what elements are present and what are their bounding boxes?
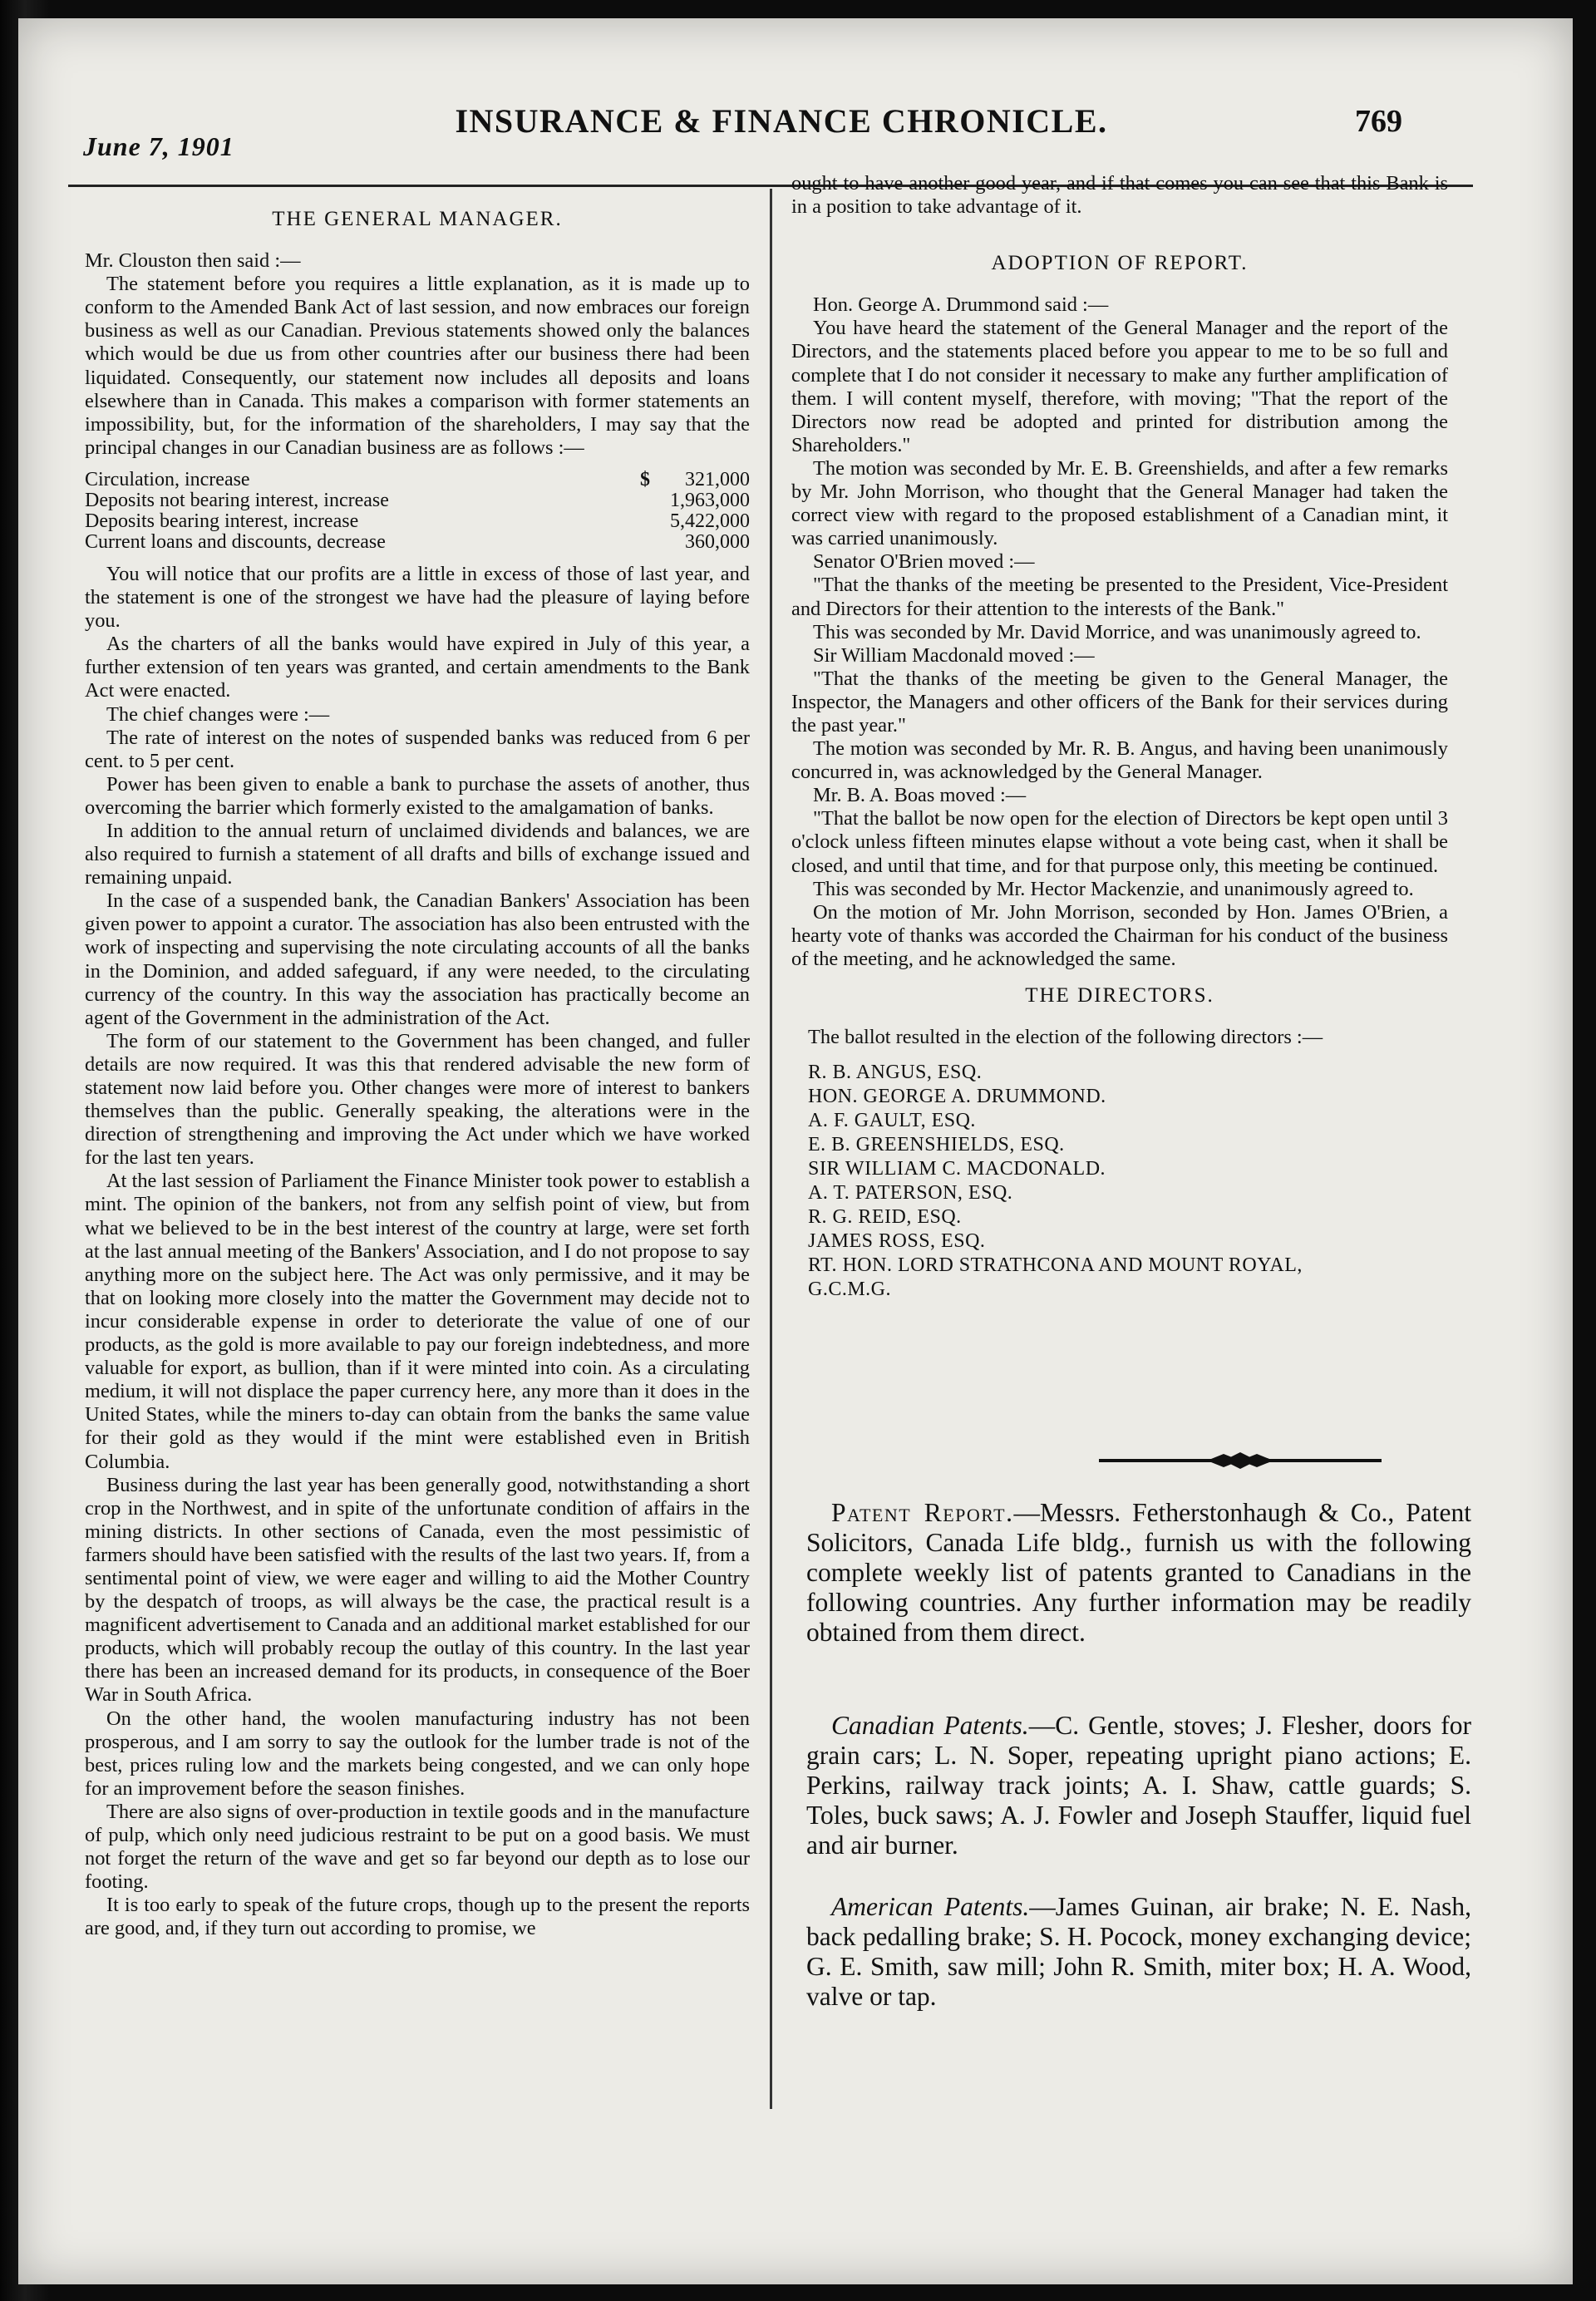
section-title-general-manager: THE GENERAL MANAGER. [272,208,563,230]
canadian-patents [806,1711,1471,1860]
left-column [85,201,750,1940]
list-item: G.C.M.G. [808,1279,892,1301]
paragraph: "That the thanks of the meeting be presented to the President, Vice-President and Directors for their attention to the interests of the Bank." [791,574,1448,620]
page-number: 769 [1355,104,1402,139]
stat-amount: 360,000 [685,530,750,553]
statistics-table [85,470,750,553]
stat-amount: 5,422,000 [670,510,750,532]
paragraph: Mr. B. A. Boas moved :— [813,784,1027,807]
paragraph: Hon. George A. Drummond said :— [813,293,1109,317]
paragraph: You will notice that our profits are a little in excess of those of last year, and the statement is one of the strongest we have had the pleasure of laying before you. [85,562,750,633]
stat-amount: 321,000 [685,468,750,490]
stat-amount: 1,963,000 [670,489,750,511]
paragraph: In addition to the annual return of unclaimed dividends and balances, we are also required to furnish a statement of all drafts and bills of exchange issued and remaining unpaid. [85,819,750,889]
paragraph: This was seconded by Mr. David Morrice, and was unanimously agreed to. [813,620,1421,643]
ornament-divider [1099,1448,1382,1473]
paragraph: Business during the last year has been generally good, notwithstanding a short crop in the Northwest, and in spite of the unfortunate condition of affairs in the mining districts. In other sections of Canada, even the most pessimistic of farmers should have been satisfied with the results of the last two years. If, from a sentimental point of view, we were eager and willing to aid the Mother Country by the despatch of troops, as will always be the case, the practical result is a magnificent advertisement to Canada and an additional market established for our products, which will probably recoup the outlay of this country. In the last year there has been an increased demand for its products, in consequence of the Boer War in South Africa. [85,1473,750,1707]
section-title-adoption-of-report: ADOPTION OF REPORT. [991,252,1249,275]
paragraph: The chief changes were :— [106,702,330,726]
paragraph: Power has been given to enable a bank to purchase the assets of another, thus overcoming the barrier which formerly existed to the amalgamation of banks. [85,772,750,819]
directors-intro: The ballot resulted in the election of the following directors :— [808,1026,1323,1049]
stat-currency [625,511,650,532]
paragraph: Senator O'Brien moved :— [813,550,1035,574]
list-item: HON. GEORGE A. DRUMMOND. [808,1086,1106,1108]
paragraph: The statement before you requires a little explanation, as it is made up to conform to the Amended Bank Act of last session, and now embraces our foreign business as well as our Canadian. Previous statements showed only the balances which would be due us from other countries after our business there had been liquidated. Consequently, our statement now includes all deposits and loans elsewhere than in Canada. This makes a comparison with former statements an impossibility, but, for the information of the shareholders, I may say that the principal changes in our Canadian business are as follows :— [85,273,750,459]
canadian-patents-text: —C. Gentle, stoves; J. Flesher, doors for grain cars; L. N. Soper, repeating upright piano actions; E. Perkins, railway track joints; A. I. Shaw, cattle guards; S. Toles, buck saws; A. J. Fowler and Joseph Stauffer, liquid fuel and air burner. [806,1711,1471,1860]
paragraph: There are also signs of over-production in textile goods and in the manufacture of pulp, which only need judicious restraint to be put on a good basis. We must not forget the return of the wave and get so far beyond our depth as to lose our footing. [85,1800,750,1894]
paragraph: "That the ballot be now open for the election of Directors be kept open until 3 o'clock unless fifteen minutes elapse without a vote being cast, when it shall be closed, and until that time, and for that purpose only, this meeting be continued. [791,807,1448,877]
list-item: E. B. GREENSHIELDS, ESQ. [808,1134,1065,1156]
running-head [58,78,1471,161]
stat-label: Deposits not bearing interest, increase [85,489,389,511]
list-item: R. G. REID, ESQ. [808,1206,962,1229]
list-item: A. T. PATERSON, ESQ. [808,1182,1013,1205]
patent-report-text: —Messrs. Fetherstonhaugh & Co., Patent Solicitors, Canada Life bldg., furnish us with the following complete weekly list of patents granted to Canadians in the following countries. Any further information may be readily obtained from them direct. [806,1498,1471,1647]
paragraph: "That the thanks of the meeting be given to the General Manager, the Inspector, the Managers and other officers of the Bank for their services during the past year." [791,667,1448,737]
paragraph: The motion was seconded by Mr. E. B. Greenshields, and after a few remarks by Mr. John Morrison, who thought that the General Manager had taken the correct view with regard to the proposed establishment of a Canadian mint, it was carried unanimously. [791,456,1448,550]
paragraph: You have heard the statement of the General Manager and the report of the Directors, and the statements placed before you appear to me to be so full and complete that I do not consider it necessary to make any further amplification of them. I will content myself, therefore, with moving; "That the report of the Directors now read be adopted and printed for distribution among the Shareholders." [791,317,1448,456]
list-item: R. B. ANGUS, ESQ. [808,1062,983,1084]
american-patents-text: —James Guinan, air brake; N. E. Nash, back pedalling brake; S. H. Pocock, money exchanging device; G. E. Smith, saw mill; John R. Smith, miter box; H. A. Wood, valve or tap. [806,1892,1471,2011]
list-item: A. F. GAULT, ESQ. [808,1110,976,1132]
paragraph: ought to have another good year, and if that comes you can see that this Bank is in a position to take advantage of it. [791,172,1448,219]
patent-report-lead: Patent Report. [831,1498,1014,1527]
stat-currency: $ [640,468,650,490]
paragraph: On the other hand, the woolen manufacturing industry has not been prosperous, and I am sorry to say the outlook for the lumber trade is not of the best, prices ruling low and the markets being congested, and we can only hope for an improvement before the season finishes. [85,1707,750,1800]
paragraph: On the motion of Mr. John Morrison, seconded by Hon. James O'Brien, a hearty vote of thanks was accorded the Chairman for his conduct of the business of the meeting, and he acknowledged the same. [791,900,1448,970]
column-rule [770,189,772,2109]
stat-label: Current loans and discounts, decrease [85,530,386,553]
publication-title: INSURANCE & FINANCE CHRONICLE. [455,102,1108,140]
paragraph: The form of our statement to the Government has been changed, and fuller details are now required. It was this that rendered advisable the new form of statement now laid before you. Other changes were more of interest to bankers themselves than the public. Generally speaking, the alterations were in the direction of strengthening and improving the Act under which we have worked for the last ten years. [85,1029,750,1170]
stat-currency [625,532,650,553]
stat-currency [625,490,650,511]
patent-report [806,1498,1471,1648]
list-item: RT. HON. LORD STRATHCONA AND MOUNT ROYAL, [808,1254,1303,1277]
american-patents-lead: American Patents. [831,1892,1030,1921]
table-row [85,490,750,511]
paragraph: As the charters of all the banks would have expired in July of this year, a further extension of ten years was granted, and certain amendments to the Bank Act were enacted. [85,633,750,702]
newspaper-page [18,18,1573,2284]
table-row [85,511,750,532]
list-item: SIR WILLIAM C. MACDONALD. [808,1158,1106,1180]
paragraph: The motion was seconded by Mr. R. B. Angus, and having been unanimously concurred in, was acknowledged by the General Manager. [791,737,1448,784]
directors-list [808,1061,1448,1302]
canadian-patents-lead: Canadian Patents. [831,1711,1029,1740]
paragraph: Sir William Macdonald moved :— [813,643,1095,667]
paragraph: The rate of interest on the notes of suspended banks was reduced from 6 per cent. to 5 per cent. [85,726,750,772]
stat-label: Circulation, increase [85,468,250,490]
section-title-directors: THE DIRECTORS. [1025,984,1214,1007]
american-patents [806,1892,1471,2012]
right-column [791,172,1448,1302]
paragraph: At the last session of Parliament the Finance Minister took power to establish a mint. The opinion of the bankers, not from any selfish point of view, but from what we believed to be in the best interest of the country at large, were set forth at the last annual meeting of the Bankers' Association, and I do not propose to say anything more on the subject here. The Act was only permissive, and it may be that on looking more closely into the matter the Government may decide not to incur considerable expense in order to deteriorate the value of one of our products, as the gold is more available to pay our foreign indebtedness, and more valuable for export, as bullion, than if it were minted into coin. As a circulating medium, it will not displace the paper currency here, any more than it does in the United States, while the miners to-day can obtain from the banks the same value for their gold as they would if the mint were established even in British Columbia. [85,1170,750,1473]
list-item: JAMES ROSS, ESQ. [808,1230,986,1253]
paragraph: This was seconded by Mr. Hector Mackenzie, and unanimously agreed to. [813,877,1414,900]
table-row [85,532,750,553]
issue-date: June 7, 1901 [83,131,234,161]
paragraph: Mr. Clouston then said :— [85,249,301,273]
stat-label: Deposits bearing interest, increase [85,510,359,532]
paragraph: It is too early to speak of the future crops, though up to the present the reports are good, and, if they turn out according to promise, we [85,1894,750,1940]
table-row [85,470,750,490]
paragraph: In the case of a suspended bank, the Canadian Bankers' Association has been given power to appoint a curator. The association has also been entrusted with the work of inspecting and supervising the note circulating accounts of all the banks in the Dominion, and added safeguard, if any were needed, to the circulating currency of the country. In this way the association has practically become an agent of the Government in the administration of the Act. [85,889,750,1029]
